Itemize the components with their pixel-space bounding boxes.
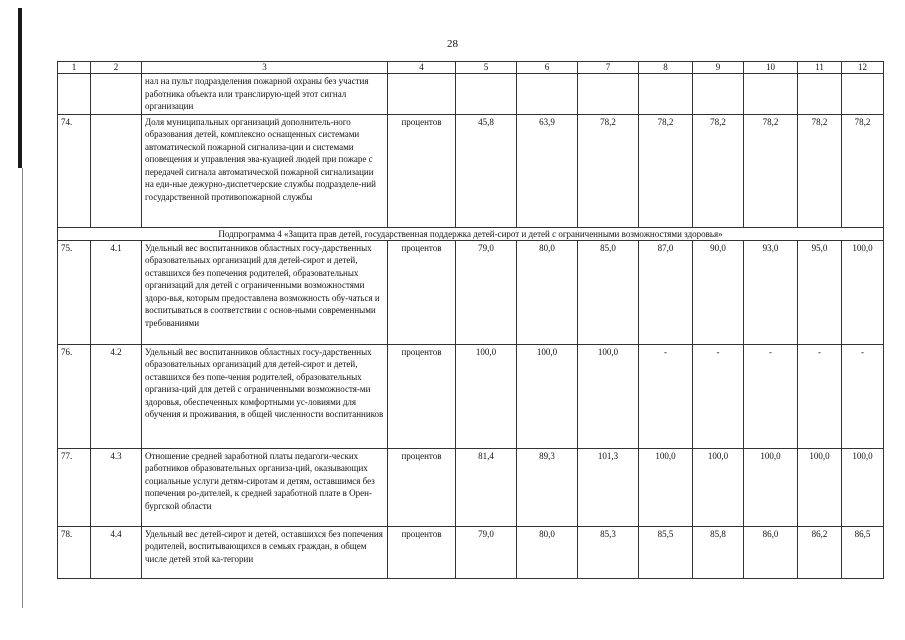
- row-number: [58, 74, 91, 115]
- value-cell: [578, 74, 639, 115]
- column-header: 2: [91, 62, 142, 74]
- unit-cell: процентов: [388, 526, 456, 578]
- table-row: [58, 114, 884, 227]
- value-cell: 101,3: [578, 448, 639, 526]
- indicator-code: [91, 74, 142, 115]
- value-cell: 100,0: [798, 448, 842, 526]
- table-row: [58, 344, 884, 448]
- value-cell: 63,9: [517, 114, 578, 227]
- value-cell: 90,0: [693, 240, 744, 344]
- value-cell: 100,0: [639, 448, 693, 526]
- indicator-code: 4.2: [91, 344, 142, 448]
- subprogram-row: [58, 227, 884, 240]
- value-cell: 86,2: [798, 526, 842, 578]
- page-number: 28: [447, 38, 458, 50]
- unit-cell: процентов: [388, 240, 456, 344]
- value-cell: -: [842, 344, 884, 448]
- column-header: 8: [639, 62, 693, 74]
- table-row: [58, 74, 884, 115]
- subprogram-title: Подпрограмма 4 «Защита прав детей, государственная поддержка детей-сирот и детей с ограниченными возможностями здоровья»: [58, 227, 884, 240]
- table-row: [58, 448, 884, 526]
- value-cell: 86,0: [744, 526, 798, 578]
- column-header: 10: [744, 62, 798, 74]
- row-number: 78.: [58, 526, 91, 578]
- indicator-code: 4.4: [91, 526, 142, 578]
- value-cell: 81,4: [456, 448, 517, 526]
- value-cell: [798, 74, 842, 115]
- column-header: 4: [388, 62, 456, 74]
- value-cell: 80,0: [517, 240, 578, 344]
- column-header: 1: [58, 62, 91, 74]
- binding-edge: [18, 8, 22, 168]
- value-cell: 93,0: [744, 240, 798, 344]
- indicator-name: Доля муниципальных организаций дополнитель-ного образования детей, комплексно оснащенных системами автоматической пожарной сигнализа-ции и системами оповещения и управления эва-куацией людей при пожаре с передачей сигнала автоматической пожарной сигнализации на еди-ные дежурно-диспетчерские службы подразделе-ний государственной противопожарной службы: [142, 114, 388, 227]
- table-row: [58, 526, 884, 578]
- value-cell: -: [639, 344, 693, 448]
- unit-cell: [388, 74, 456, 115]
- value-cell: 100,0: [578, 344, 639, 448]
- value-cell: -: [693, 344, 744, 448]
- table-row: [58, 240, 884, 344]
- value-cell: 78,2: [842, 114, 884, 227]
- value-cell: 89,3: [517, 448, 578, 526]
- value-cell: 85,3: [578, 526, 639, 578]
- value-cell: 79,0: [456, 240, 517, 344]
- indicator-code: [91, 114, 142, 227]
- value-cell: 86,5: [842, 526, 884, 578]
- value-cell: 79,0: [456, 526, 517, 578]
- column-header: 5: [456, 62, 517, 74]
- indicator-name: Удельный вес воспитанников областных госу-дарственных образовательных организаций для детей-сирот и детей, оставшихся без попе-чения родителей, образовательных организа-ций для детей с ограниченными возможностя-ми здоровья, обеспеченных комфортными ус-ловиями для обучения и проживания, в общей численности воспитанников: [142, 344, 388, 448]
- value-cell: 100,0: [517, 344, 578, 448]
- indicator-name: Удельный вес детей-сирот и детей, оставшихся без попечения родителей, воспитывающихся в семьях граждан, в общем числе детей этой ка-тегории: [142, 526, 388, 578]
- row-number: 74.: [58, 114, 91, 227]
- indicator-code: 4.1: [91, 240, 142, 344]
- value-cell: [456, 74, 517, 115]
- value-cell: 78,2: [578, 114, 639, 227]
- column-header: 9: [693, 62, 744, 74]
- value-cell: 87,0: [639, 240, 693, 344]
- value-cell: 78,2: [798, 114, 842, 227]
- value-cell: 85,0: [578, 240, 639, 344]
- value-cell: [693, 74, 744, 115]
- row-number: 77.: [58, 448, 91, 526]
- value-cell: [842, 74, 884, 115]
- column-header: 7: [578, 62, 639, 74]
- column-header: 6: [517, 62, 578, 74]
- header-row: [58, 62, 884, 74]
- value-cell: 95,0: [798, 240, 842, 344]
- value-cell: 78,2: [744, 114, 798, 227]
- value-cell: 100,0: [693, 448, 744, 526]
- row-number: 76.: [58, 344, 91, 448]
- binding-shadow: [22, 168, 23, 608]
- indicator-code: 4.3: [91, 448, 142, 526]
- value-cell: [517, 74, 578, 115]
- unit-cell: процентов: [388, 344, 456, 448]
- value-cell: 100,0: [456, 344, 517, 448]
- column-header: 3: [142, 62, 388, 74]
- unit-cell: процентов: [388, 114, 456, 227]
- value-cell: 45,8: [456, 114, 517, 227]
- value-cell: 78,2: [693, 114, 744, 227]
- indicator-name: Удельный вес воспитанников областных госу-дарственных образовательных организаций для детей-сирот и детей, оставшихся без попечения родителей, образовательных организаций для детей с ограниченными возможностями здоро-вья, которым предоставлена возможность обу-чаться и воспитываться в соответствии с основ-ными современными требованиями: [142, 240, 388, 344]
- value-cell: 100,0: [842, 240, 884, 344]
- row-number: 75.: [58, 240, 91, 344]
- value-cell: 85,8: [693, 526, 744, 578]
- indicator-name: нал на пульт подразделения пожарной охраны без участия работника объекта или транслирую-щей этот сигнал организации: [142, 74, 388, 115]
- value-cell: -: [798, 344, 842, 448]
- value-cell: [744, 74, 798, 115]
- value-cell: 85,5: [639, 526, 693, 578]
- value-cell: 80,0: [517, 526, 578, 578]
- column-header: 12: [842, 62, 884, 74]
- indicators-table: [57, 61, 884, 579]
- unit-cell: процентов: [388, 448, 456, 526]
- value-cell: 78,2: [639, 114, 693, 227]
- value-cell: [639, 74, 693, 115]
- column-header: 11: [798, 62, 842, 74]
- indicator-name: Отношение средней заработной платы педагоги-ческих работников образовательных организа-ций, оказывающих социальные услуги детям-сиротам и детям, оставшимся без попечения ро-дителей, к средней заработной плате в Орен-бургской области: [142, 448, 388, 526]
- value-cell: -: [744, 344, 798, 448]
- value-cell: 100,0: [744, 448, 798, 526]
- value-cell: 100,0: [842, 448, 884, 526]
